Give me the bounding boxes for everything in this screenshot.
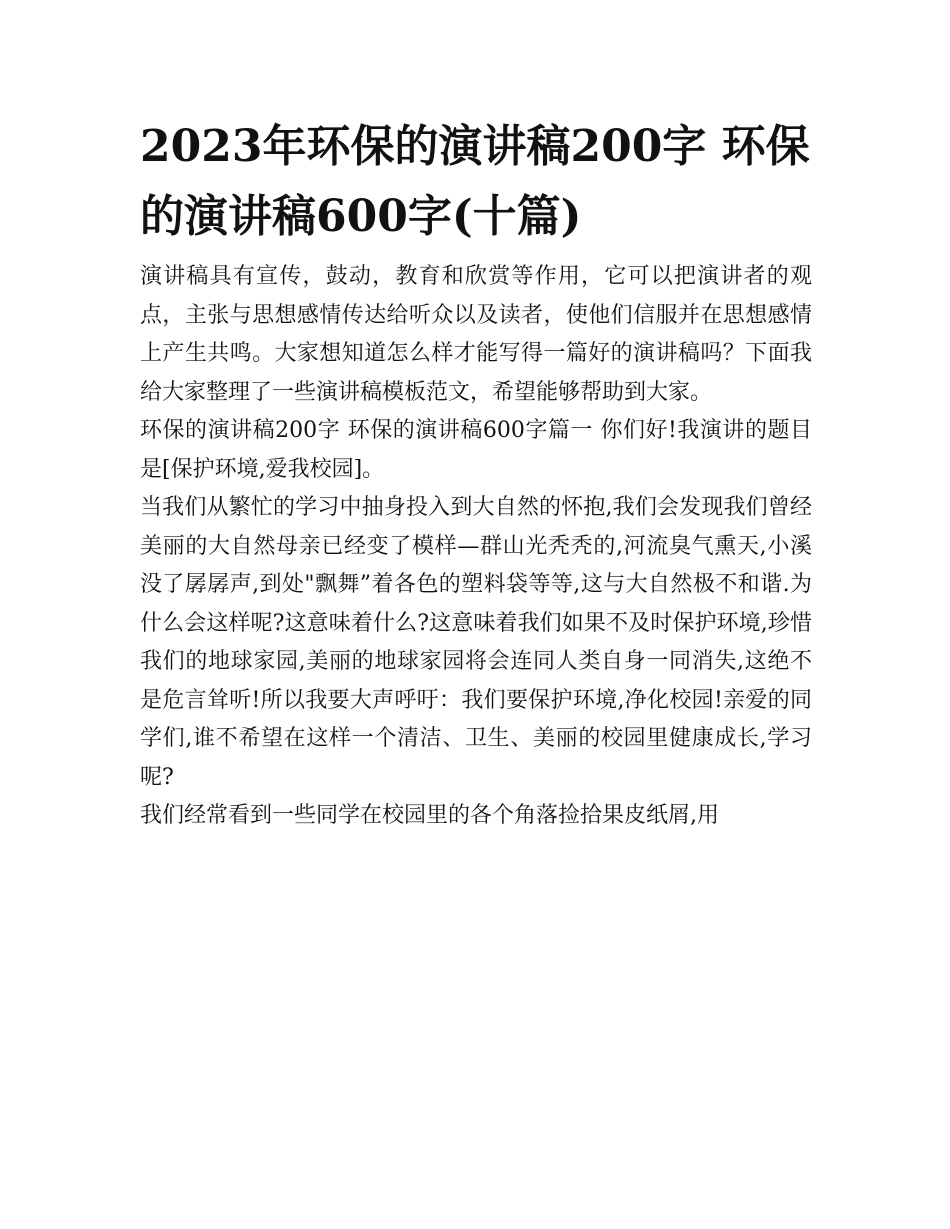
document-title: 2023年环保的演讲稿200字 环保的演讲稿600字(十篇) bbox=[140, 121, 810, 242]
paragraph-speech-body: 当我们从繁忙的学习中抽身投入到大自然的怀抱,我们会发现我们曾经美丽的大自然母亲已经变了模样—群山光秃秃的,河流臭气熏天,小溪没了孱孱声,到处"飘舞”着各色的塑料袋等等,这与大自然极不和谐.为什么会这样呢?这意味着什么?这意味着我们如果不及时保护环境,珍惜我们的地球家园,美丽的地球家园将会连同人类自身一同消失,这绝不是危言耸听!所以我要大声呼吁：我们要保护环境,净化校园!亲爱的同学们,谁不希望在这样一个清洁、卫生、美丽的校园里健康成长,学习呢? bbox=[140, 495, 812, 790]
paragraph-speech-continued: 我们经常看到一些同学在校园里的各个角落捡拾果皮纸屑,用 bbox=[140, 803, 719, 828]
paragraph-intro: 演讲稿具有宣传，鼓动，教育和欣赏等作用，它可以把演讲者的观点，主张与思想感情传达给听众以及读者，使他们信服并在思想感情上产生共鸣。大家想知道怎么样才能写得一篇好的演讲稿吗？下面我给大家整理了一些演讲稿模板范文，希望能够帮助到大家。 bbox=[140, 264, 812, 405]
document-page bbox=[140, 112, 812, 836]
paragraph-speech-opening: 环保的演讲稿200字 环保的演讲稿600字篇一 你们好!我演讲的题目是[保护环境,爱我校园]。 bbox=[140, 418, 812, 482]
